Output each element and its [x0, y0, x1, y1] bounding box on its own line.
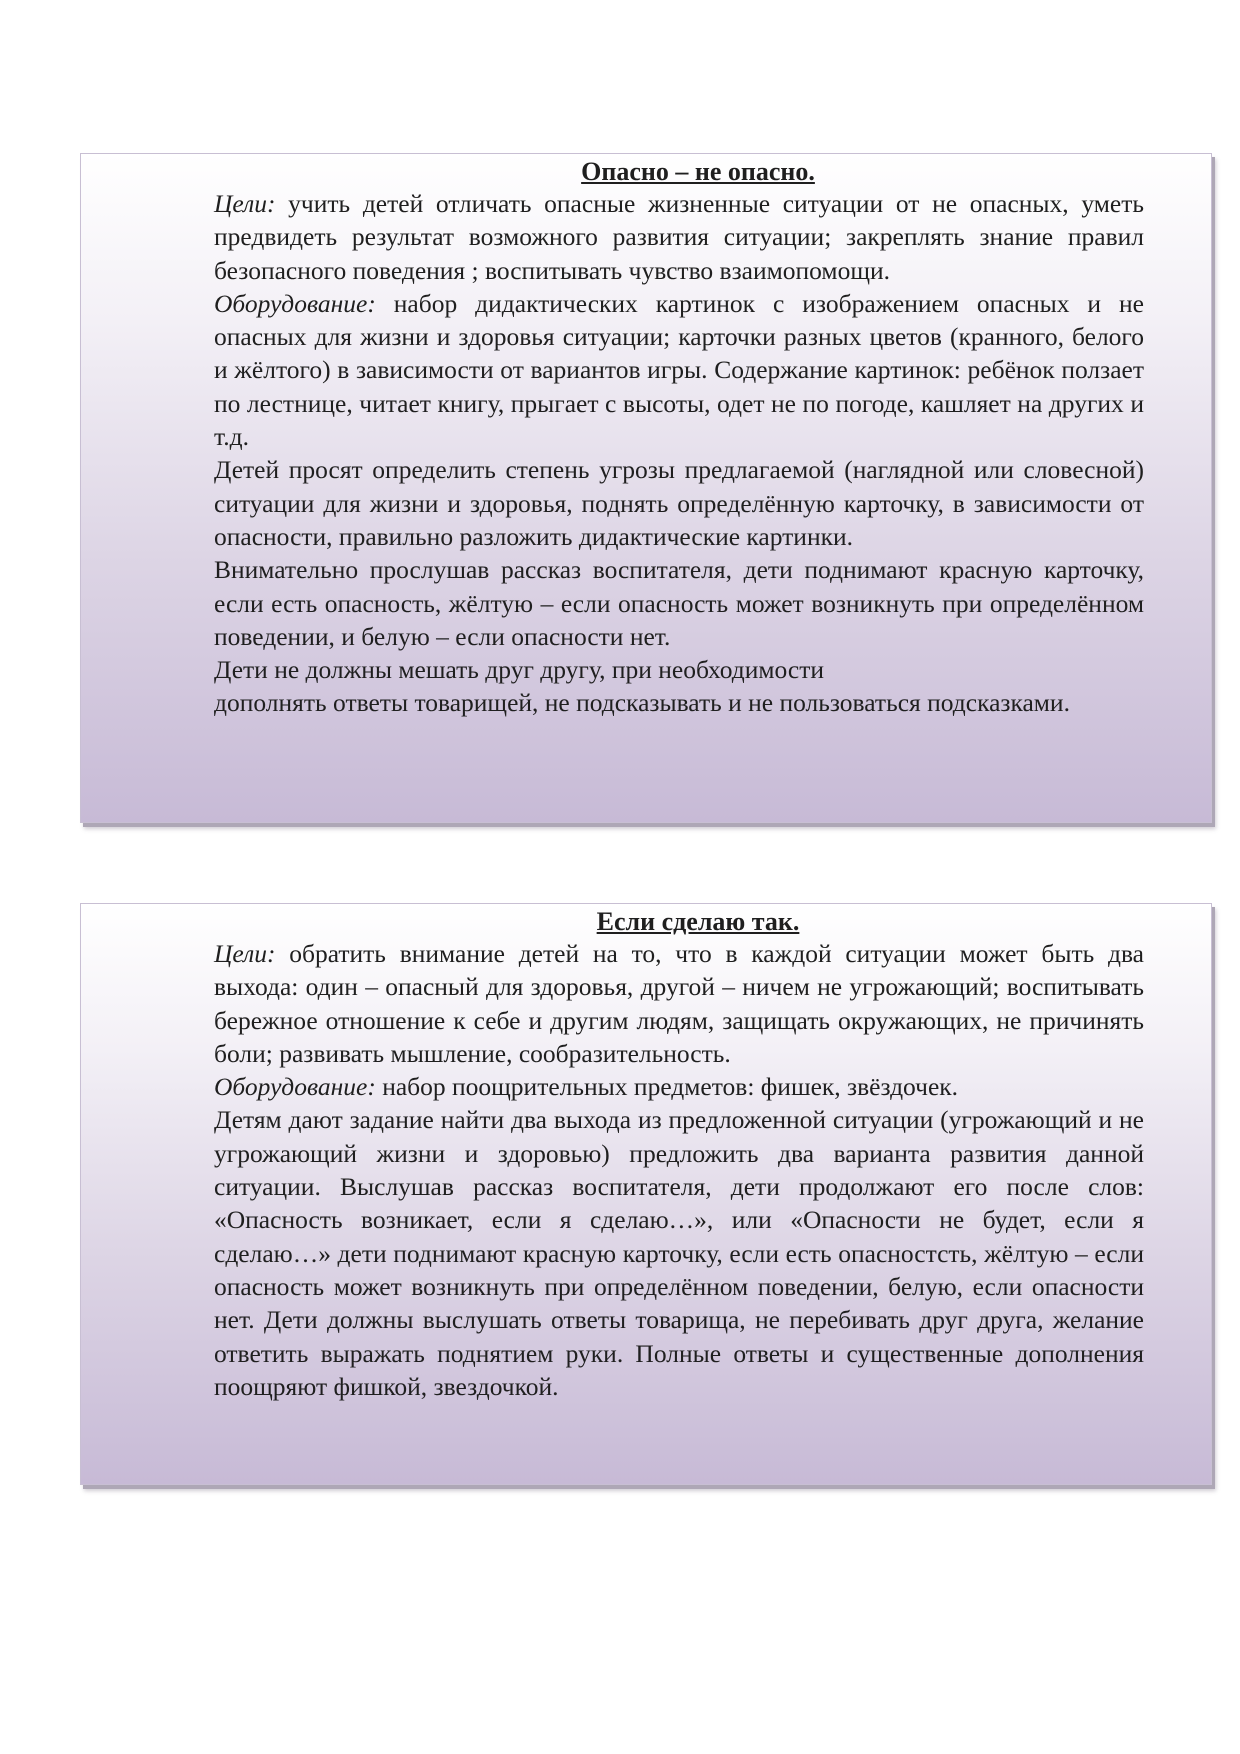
- rules-paragraph: дополнять ответы товарищей, не подсказывать и не пользоваться подсказками.: [214, 688, 1070, 718]
- goals-text: учить детей отличать опасные жизненные ситуации от не опасных, уметь предвидеть результат возможного развития ситуации; закреплять знание правил безопасного поведения ; воспитывать чувство взаимопомощи.: [214, 189, 1144, 285]
- instruction-paragraph: Внимательно прослушав рассказ воспитателя, дети поднимают красную карточку, если есть опасность, жёлтую – если опасность может возникнуть при определённом поведении, и белую – если опасности нет.: [214, 555, 1144, 651]
- equipment-text: набор поощрительных предметов: фишек, звёздочек.: [375, 1072, 959, 1102]
- equipment-paragraph: [214, 1070, 1144, 1103]
- card-body: [214, 937, 1144, 1403]
- card-title: Опасно – не опасно.: [581, 157, 815, 186]
- goals-label: Цели:: [214, 939, 276, 968]
- equipment-label: Оборудование:: [214, 1072, 376, 1102]
- goals-text: обратить внимание детей на то, что в каждой ситуации может быть два выхода: один – опасный для здоровья, другой – ничем не угрожающий; воспитывать бережное отношение к себе и другим людям, защищать окружающих, не причинять боли; развивать мышление, сообразительность.: [214, 939, 1144, 1068]
- goals-paragraph: [214, 187, 1144, 287]
- card-body: [214, 187, 1144, 720]
- game-card-dangerous: [80, 153, 1212, 823]
- card-title: Если сделаю так.: [596, 907, 800, 936]
- equipment-paragraph: [214, 287, 1144, 453]
- game-card-if-i-do: [80, 903, 1212, 1485]
- goals-label: Цели:: [214, 189, 276, 218]
- instruction-paragraph: Детям дают задание найти два выхода из предложенной ситуации (угрожающий и не угрожающий жизни и здоровью) предложить два варианта развития данной ситуации. Выслушав рассказ воспитателя, дети продолжают его после слов: «Опасность возникает, если я сделаю…», или «Опасности не будет, если я сделаю…» дети поднимают красную карточку, если есть опасностсть, жёлтую – если опасность может возникнуть при определённом поведении, белую, если опасности нет. Дети должны выслушать ответы товарища, не перебивать друг друга, желание ответить выражать поднятием руки. Полные ответы и существенные дополнения поощряют фишкой, звездочкой.: [214, 1105, 1144, 1401]
- equipment-text: набор дидактических картинок с изображением опасных и не опасных для жизни и здоровья ситуации; карточки разных цветов (кранного, белого и жёлтого) в зависимости от вариантов игры. Содержание картинок: ребёнок ползает по лестнице, читает книгу, прыгает с высоты, одет не по погоде, кашляет на других и т.д.: [214, 288, 1144, 452]
- rules-paragraph: Дети не должны мешать друг другу, при необходимости: [214, 655, 825, 685]
- instruction-paragraph: Детей просят определить степень угрозы предлагаемой (наглядной или словесной) ситуации для жизни и здоровья, поднять определённую карточку, в зависимости от опасности, правильно разложить дидактические картинки.: [214, 455, 1144, 551]
- goals-paragraph: [214, 937, 1144, 1070]
- equipment-label: Оборудование:: [214, 288, 376, 318]
